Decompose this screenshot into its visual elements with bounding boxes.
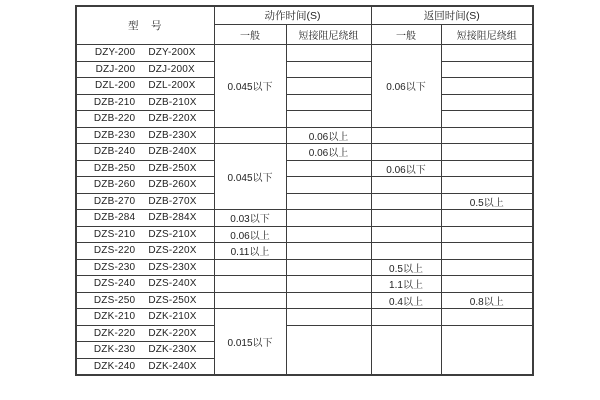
cell-op-damped xyxy=(286,61,371,78)
cell-model xyxy=(76,61,214,78)
table-row xyxy=(76,259,533,276)
table-header xyxy=(76,6,533,45)
cell-model xyxy=(76,210,214,227)
table-row xyxy=(76,78,533,95)
model-name-left: DZK-240 xyxy=(93,360,136,372)
model-name-left: DZK-230 xyxy=(93,344,136,356)
model-name-right: DZY-200X xyxy=(148,47,196,59)
model-name-right: DZB-284X xyxy=(148,212,197,224)
model-name-right: DZB-210X xyxy=(148,96,197,108)
cell-op-damped xyxy=(286,276,371,293)
cell-ret-general: 0.4以上 xyxy=(371,292,441,309)
cell-op-damped xyxy=(286,78,371,95)
header-return-damped: 短接阻尼绕组 xyxy=(441,25,533,45)
cell-ret-damped xyxy=(441,243,533,260)
model-name-left: DZL-200 xyxy=(95,80,136,92)
cell-op-general xyxy=(214,127,286,144)
cell-ret-damped xyxy=(441,210,533,227)
cell-model xyxy=(76,94,214,111)
table-row xyxy=(76,177,533,194)
model-name-right: DZB-270X xyxy=(148,195,197,207)
cell-ret-damped xyxy=(441,127,533,144)
header-operate-general: 一般 xyxy=(214,25,286,45)
table-row xyxy=(76,160,533,177)
cell-model xyxy=(76,144,214,161)
table-row xyxy=(76,292,533,309)
cell-op-damped xyxy=(286,160,371,177)
header-model: 型 号 xyxy=(76,6,214,45)
cell-op-damped xyxy=(286,309,371,326)
cell-ret-general: 0.5以上 xyxy=(371,259,441,276)
model-name-right: DZK-240X xyxy=(148,360,197,372)
model-name-left: DZS-240 xyxy=(93,278,136,290)
cell-op-damped xyxy=(286,111,371,128)
table-row xyxy=(76,226,533,243)
table-row xyxy=(76,61,533,78)
model-name-left: DZB-270 xyxy=(93,195,136,207)
table-row xyxy=(76,111,533,128)
cell-ret-damped xyxy=(441,177,533,194)
model-name-left: DZK-220 xyxy=(93,327,136,339)
cell-ret-general xyxy=(371,127,441,144)
cell-op-damped xyxy=(286,94,371,111)
header-return-time: 返回时间(S) xyxy=(371,6,533,25)
model-name-right: DZB-240X xyxy=(148,146,197,158)
cell-ret-damped xyxy=(441,78,533,95)
cell-ret-damped xyxy=(441,45,533,62)
table-row xyxy=(76,210,533,227)
cell-ret-damped xyxy=(441,226,533,243)
cell-model xyxy=(76,111,214,128)
model-name-right: DZK-210X xyxy=(148,311,197,323)
cell-ret-general xyxy=(371,144,441,161)
table-row xyxy=(76,94,533,111)
model-name-right: DZK-220X xyxy=(148,327,197,339)
model-name-right: DZS-210X xyxy=(148,228,197,240)
cell-ret-damped xyxy=(441,309,533,326)
cell-op-general: 0.045以下 xyxy=(214,45,286,128)
model-name-right: DZJ-200X xyxy=(148,63,195,75)
cell-ret-damped xyxy=(441,276,533,293)
cell-op-general xyxy=(214,259,286,276)
cell-model xyxy=(76,259,214,276)
cell-ret-general xyxy=(371,243,441,260)
cell-ret-damped xyxy=(441,160,533,177)
table-body xyxy=(76,45,533,376)
model-name-left: DZB-230 xyxy=(93,129,136,141)
header-return-general: 一般 xyxy=(371,25,441,45)
cell-ret-damped: 0.5以上 xyxy=(441,193,533,210)
model-name-left: DZB-240 xyxy=(93,146,136,158)
cell-model xyxy=(76,226,214,243)
cell-ret-general xyxy=(371,325,441,375)
table-row xyxy=(76,309,533,326)
cell-ret-general xyxy=(371,309,441,326)
model-name-right: DZB-260X xyxy=(148,179,197,191)
cell-model xyxy=(76,177,214,194)
cell-ret-general xyxy=(371,193,441,210)
table-row xyxy=(76,127,533,144)
cell-op-general: 0.11以上 xyxy=(214,243,286,260)
cell-op-damped xyxy=(286,177,371,194)
model-name-right: DZB-230X xyxy=(148,129,197,141)
model-name-right: DZS-220X xyxy=(148,245,197,257)
cell-model xyxy=(76,160,214,177)
cell-op-damped xyxy=(286,210,371,227)
cell-op-damped xyxy=(286,259,371,276)
model-name-left: DZB-260 xyxy=(93,179,136,191)
cell-ret-general: 0.06以下 xyxy=(371,45,441,128)
model-name-right: DZS-240X xyxy=(148,278,197,290)
model-name-left: DZY-200 xyxy=(94,47,136,59)
cell-op-general: 0.015以下 xyxy=(214,309,286,376)
cell-model xyxy=(76,45,214,62)
cell-op-damped xyxy=(286,292,371,309)
cell-ret-damped xyxy=(441,94,533,111)
cell-ret-general: 0.06以下 xyxy=(371,160,441,177)
model-name-right: DZB-220X xyxy=(148,113,197,125)
cell-ret-damped xyxy=(441,111,533,128)
cell-model xyxy=(76,309,214,326)
model-name-left: DZK-210 xyxy=(93,311,136,323)
cell-model xyxy=(76,127,214,144)
header-operate-damped: 短接阻尼绕组 xyxy=(286,25,371,45)
cell-model xyxy=(76,358,214,375)
cell-op-general: 0.03以下 xyxy=(214,210,286,227)
cell-model xyxy=(76,342,214,359)
model-name-right: DZL-200X xyxy=(148,80,196,92)
cell-op-general xyxy=(214,292,286,309)
cell-op-damped xyxy=(286,325,371,375)
model-name-right: DZB-250X xyxy=(148,162,197,174)
cell-ret-general: 1.1以上 xyxy=(371,276,441,293)
cell-ret-general xyxy=(371,177,441,194)
cell-ret-damped xyxy=(441,325,533,375)
cell-model xyxy=(76,193,214,210)
cell-model xyxy=(76,243,214,260)
cell-op-damped: 0.06以上 xyxy=(286,144,371,161)
model-name-left: DZS-210 xyxy=(93,228,136,240)
model-name-left: DZS-250 xyxy=(93,294,136,306)
model-name-right: DZK-230X xyxy=(148,344,197,356)
cell-model xyxy=(76,292,214,309)
cell-ret-damped xyxy=(441,259,533,276)
table-row xyxy=(76,243,533,260)
cell-ret-damped xyxy=(441,144,533,161)
model-name-left: DZJ-200 xyxy=(95,63,136,75)
cell-ret-general xyxy=(371,210,441,227)
cell-ret-damped xyxy=(441,61,533,78)
cell-op-damped xyxy=(286,243,371,260)
table-row xyxy=(76,193,533,210)
model-name-left: DZB-210 xyxy=(93,96,136,108)
model-name-left: DZB-250 xyxy=(93,162,136,174)
spec-table xyxy=(75,5,534,376)
model-name-left: DZB-284 xyxy=(93,212,136,224)
model-name-left: DZS-220 xyxy=(93,245,136,257)
model-name-left: DZB-220 xyxy=(93,113,136,125)
cell-model xyxy=(76,325,214,342)
cell-op-general xyxy=(214,276,286,293)
table-row xyxy=(76,144,533,161)
cell-op-damped xyxy=(286,45,371,62)
cell-ret-damped: 0.8以上 xyxy=(441,292,533,309)
cell-op-damped: 0.06以上 xyxy=(286,127,371,144)
model-name-left: DZS-230 xyxy=(93,261,136,273)
cell-op-damped xyxy=(286,193,371,210)
model-name-right: DZS-250X xyxy=(148,294,197,306)
spec-table-container xyxy=(75,5,534,376)
cell-op-damped xyxy=(286,226,371,243)
cell-op-general: 0.045以下 xyxy=(214,144,286,210)
header-operate-time: 动作时间(S) xyxy=(214,6,371,25)
model-name-right: DZS-230X xyxy=(148,261,197,273)
cell-op-general: 0.06以上 xyxy=(214,226,286,243)
table-row xyxy=(76,276,533,293)
cell-model xyxy=(76,276,214,293)
table-row xyxy=(76,325,533,342)
cell-model xyxy=(76,78,214,95)
table-row xyxy=(76,45,533,62)
cell-ret-general xyxy=(371,226,441,243)
